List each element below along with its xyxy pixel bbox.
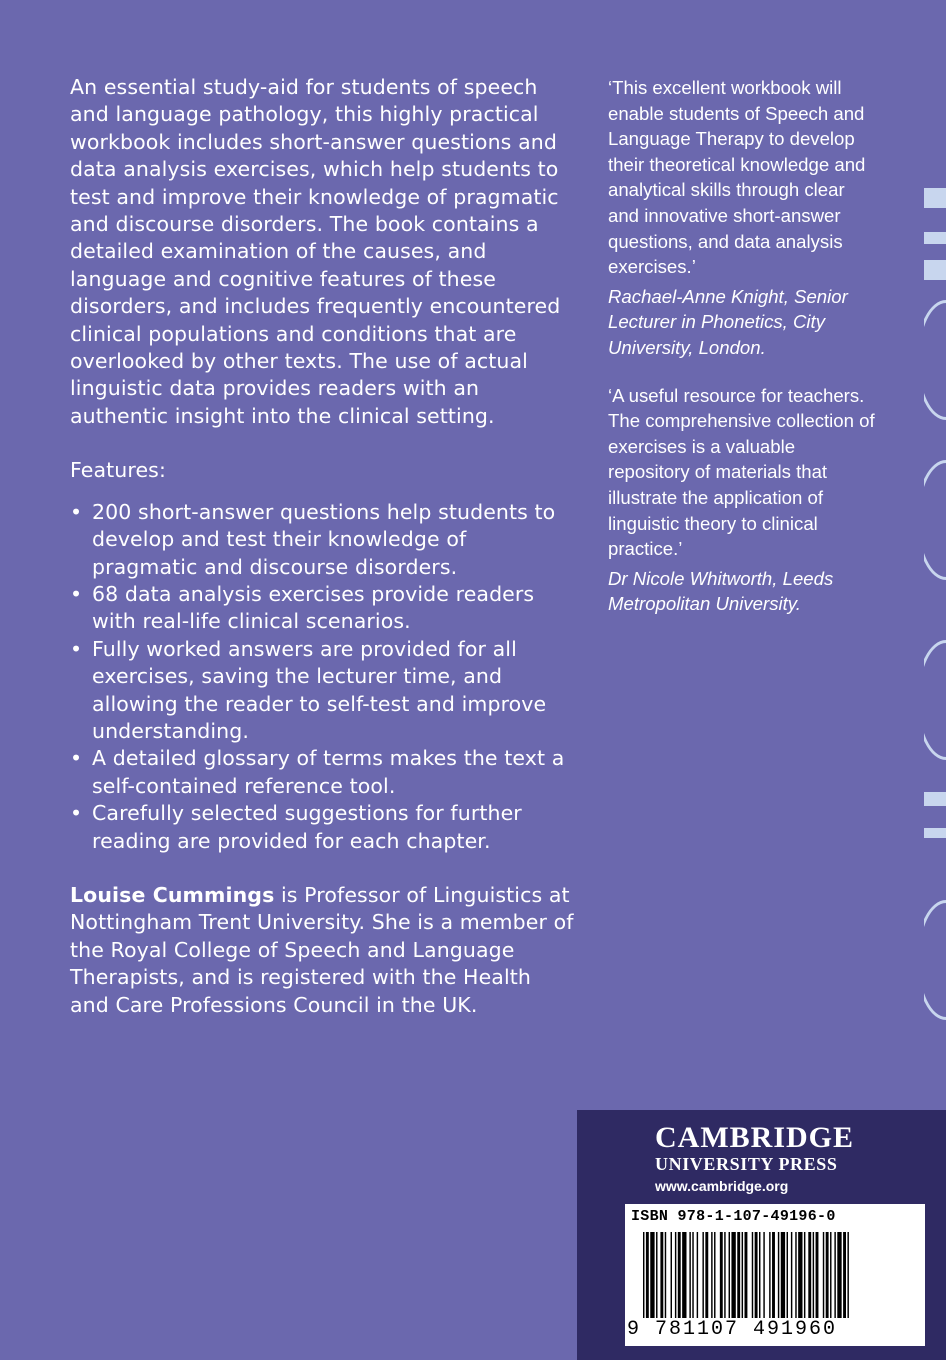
feature-item: • 200 short-answer questions help students to develop and test their knowledge of pragmatic and discourse disorders. [70, 499, 556, 579]
author-name: Louise Cummings [70, 882, 275, 907]
review-quote: ‘A useful resource for teachers. The comprehensive collection of exercises is a valuable repository of materials that illustrate the application of linguistic theory to clinical practice.’ [608, 384, 875, 560]
publisher-logo-subtitle: UNIVERSITY PRESS [655, 1154, 838, 1174]
barcode-digits: 9 781107 491960 [627, 1318, 838, 1341]
review-attribution: Rachael-Anne Knight, Senior Lecturer in Phonetics, City University, London. [608, 285, 848, 358]
feature-item: • A detailed glossary of terms makes the text a self-contained reference tool. [70, 746, 565, 798]
barcode-bars [639, 1232, 915, 1318]
description-intro: An essential study-aid for students of speech and language pathology, this highly practical workbook includes short-answer questions and data analysis exercises, which help students to test and improve their knowledge of pragmatic and discourse disorders. The book contains a detailed examination of the causes, and language and cognitive features of these disorders, and includes frequently encountered clinical populations and conditions that are overlooked by other texts. The use of actual linguistic data provides readers with an authentic insight into the clinical setting. [70, 75, 561, 428]
review-attribution: Dr Nicole Whitworth, Leeds Metropolitan University. [608, 567, 834, 615]
feature-item: • Carefully selected suggestions for further reading are provided for each chapter. [70, 801, 522, 853]
features-heading: Features: [70, 458, 166, 483]
author-bio-text: is Professor of Linguistics at Nottingham Trent University. She is a member of the Royal College of Speech and Language Therapists, and is registered with the Health and Care Professions Council in the UK. [70, 882, 574, 1017]
review-2 [608, 383, 878, 617]
barcode [625, 1204, 925, 1346]
feature-item: • 68 data analysis exercises provide readers with real-life clinical scenarios. [70, 581, 535, 634]
publisher-url: www.cambridge.org [655, 1178, 789, 1194]
feature-item: • Fully worked answers are provided for all exercises, saving the lecturer time, and allowing the reader to self-test and improve understanding. [70, 636, 547, 743]
publisher-panel [577, 1110, 946, 1360]
decorative-edge-strip [924, 0, 946, 1110]
publisher-logo-name: CAMBRIDGE [655, 1121, 855, 1154]
features-list [70, 499, 575, 855]
review-quote: ‘This excellent workbook will enable students of Speech and Language Therapy to develop their theoretical knowledge and analytical skills through clear and innovative short-answer questions, and data analysis exercises.’ [608, 77, 866, 278]
isbn-label: ISBN 978-1-107-49196-0 [631, 1208, 836, 1225]
review-1 [608, 75, 878, 361]
author-bio [70, 882, 575, 1019]
book-description [70, 74, 575, 1019]
review-quotes [608, 75, 878, 639]
